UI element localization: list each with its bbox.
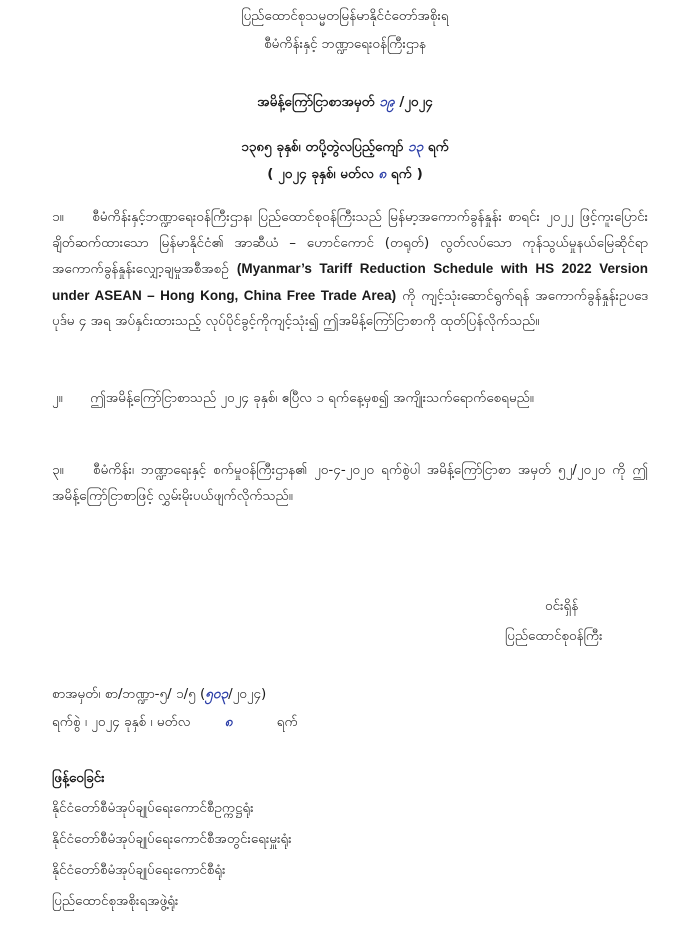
notification-number	[0, 92, 690, 112]
date-gregorian-suffix: ရက် )	[390, 166, 423, 182]
paragraph-number: ၁။	[52, 209, 64, 225]
paragraph-text: စီမံကိန်းနှင့်ဘဏ္ဍာရေးဝန်ကြီးဌာန၊ ပြည်ထောင်စုဝန်ကြီးသည် မြန်မာ့အကောက်ခွန်နှုန်း စာရင်း ၂၀၂၂ ဖြင့်ကူးပြောင်းချိတ်ဆက်ထားသော မြန်မာနိုင်ငံ၏ အာဆီယံ – ဟောင်ကောင် (တရုတ်) လွတ်လပ်သော ကုန်သွယ်မှုနယ်မြေဆိုင်ရာ အကောက်ခွန်နှုန်းလျှော့ချမှုအစီအစဉ်	[52, 209, 648, 277]
reference-number-handwritten: ၅၀၃	[205, 686, 229, 702]
distribution-item: ပြည်ထောင်စုအစိုးရအဖွဲ့ရုံး	[52, 893, 179, 909]
paragraph-text-end: ကို ကျင့်သုံးဆောင်ရွက်ရန် အကောက်ခွန်နှုန်းဥပဒေပုဒ်မ ၄ အရ အပ်နှင်းထားသည့် လုပ်ပိုင်ခွင့်ကိုကျင့်သုံး၍ ဤအမိန့်ကြော်ငြာစာကို ထုတ်ပြန်လိုက်သည်။	[52, 287, 648, 329]
ministry-heading: စီမံကိန်းနှင့် ဘဏ္ဍာရေးဝန်ကြီးဌာန	[264, 36, 426, 52]
date-myanmar-day-handwritten: ၁၃	[407, 139, 424, 155]
signatory-title: ပြည်ထောင်စုဝန်ကြီး	[505, 628, 603, 644]
paragraph-text: စီမံကိန်း၊ ဘဏ္ဍာရေးနှင့် စက်မှုဝန်ကြီးဌာန၏ ၂၀-၄-၂၀၂၀ ရက်စွဲပါ အမိန့်ကြော်ငြာစာ အမှတ် ၅၂/၂၀၂၀ ကို ဤအမိန့်ကြော်ငြာစာဖြင့် လွှမ်းမိုးပယ်ဖျက်လိုက်သည်။	[52, 462, 649, 504]
signatory-name: ဝင်းရှိန်	[545, 598, 579, 614]
date-gregorian-day-handwritten: ၈	[378, 166, 387, 182]
reference-date-suffix: ရက်	[276, 714, 298, 730]
reference-prefix: စာအမှတ်၊ စာ/ဘဏ္ဍာ-၅/ ၁/၅ (	[52, 686, 206, 702]
date-myanmar	[0, 137, 690, 157]
paragraph-3	[52, 458, 648, 509]
distribution-heading: ဖြန့်ဝေခြင်း	[52, 770, 105, 786]
notification-label: အမိန့်ကြော်ငြာစာအမှတ်	[257, 94, 375, 110]
notification-no-handwritten: ၁၉	[379, 94, 395, 110]
reference-number	[52, 684, 266, 704]
government-heading: ပြည်ထောင်စုသမ္မတမြန်မာနိုင်ငံတော်အစိုးရ	[241, 8, 449, 24]
distribution-item: နိုင်ငံတော်စီမံအုပ်ချုပ်ရေးကောင်စီရုံး	[52, 862, 226, 878]
paragraph-2	[52, 386, 648, 412]
date-myanmar-prefix: ၁၃၈၅ ခုနှစ်၊ တပို့တွဲလပြည့်ကျော်	[241, 139, 404, 155]
paragraph-number: ၂။	[52, 390, 63, 406]
date-gregorian-prefix: ( ၂၀၂၄ ခုနှစ်၊ မတ်လ	[267, 166, 374, 182]
notification-year: /၂၀၂၄	[399, 94, 433, 110]
paragraph-number: ၃။	[52, 462, 64, 478]
date-gregorian	[0, 164, 690, 184]
paragraph-english-title: (Myanmar’s Tariff Reduction Schedule with HS 2022 Version under ASEAN – Hong Kong, China Free Trade Area)	[52, 261, 648, 303]
reference-date-prefix: ရက်စွဲ ၊ ၂၀၂၄ ခုနှစ် ၊ မတ်လ	[52, 714, 191, 730]
reference-date-handwritten: ၈	[224, 714, 233, 730]
reference-suffix: /၂၀၂၄)	[228, 686, 267, 702]
paragraph-1	[52, 205, 648, 335]
distribution-item: နိုင်ငံတော်စီမံအုပ်ချုပ်ရေးကောင်စီအတွင်းရေးမှူးရုံး	[52, 831, 292, 847]
paragraph-text: ဤအမိန့်ကြော်ငြာစာသည် ၂၀၂၄ ခုနှစ်၊ ဧပြီလ ၁ ရက်နေ့မှစ၍ အကျိုးသက်ရောက်စေရမည်။	[90, 390, 534, 406]
reference-date	[52, 712, 298, 732]
date-myanmar-suffix: ရက်	[427, 139, 449, 155]
distribution-item: နိုင်ငံတော်စီမံအုပ်ချုပ်ရေးကောင်စီဥက္ကဋ္ဌရုံး	[52, 800, 254, 816]
